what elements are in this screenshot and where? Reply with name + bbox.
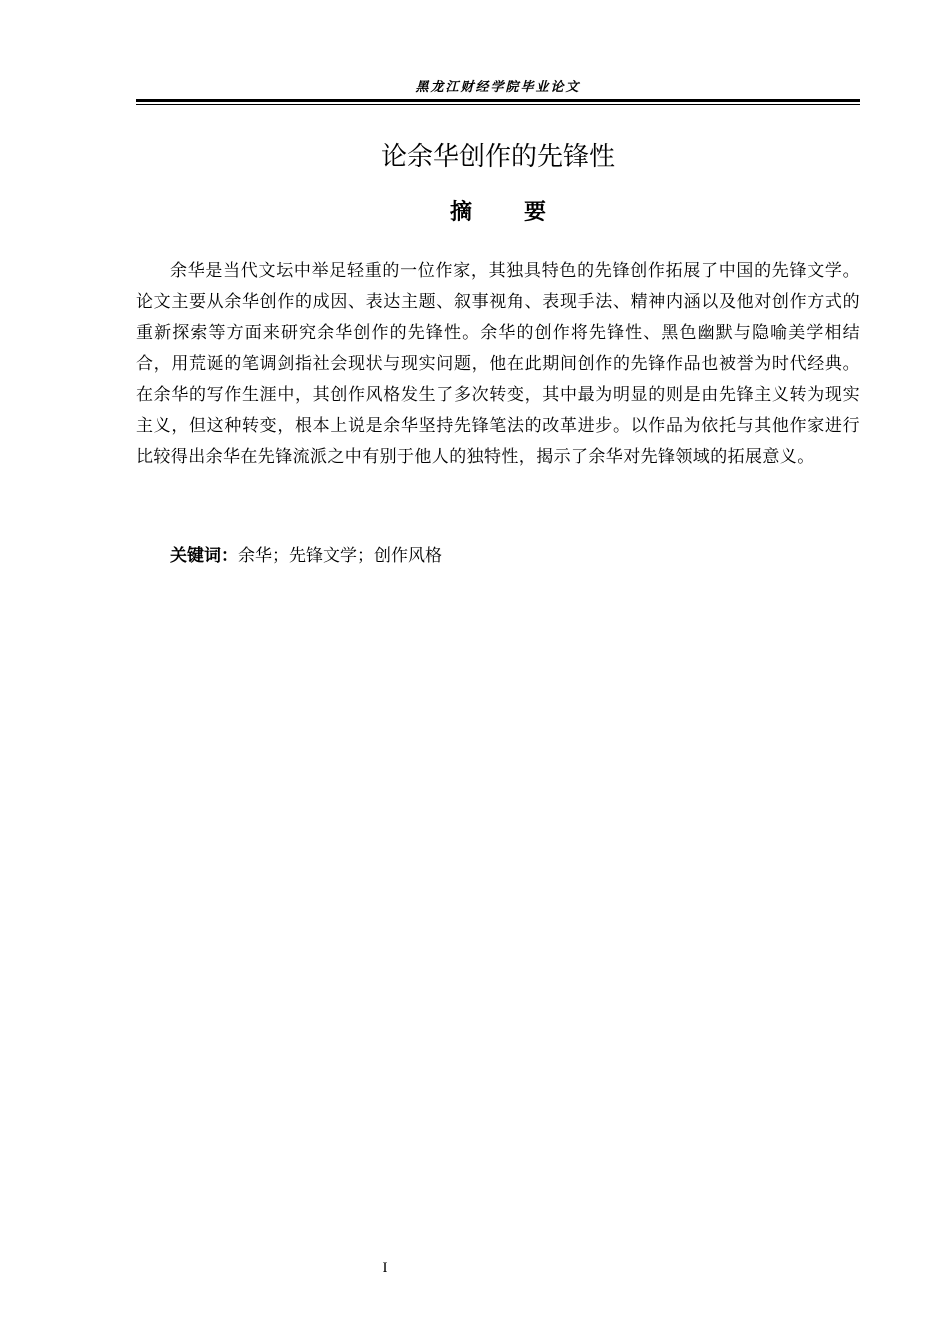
abstract-heading — [136, 198, 860, 228]
running-header: 黑龙江财经学院毕业论文 — [415, 80, 581, 95]
keywords-label: 关键词： — [170, 546, 238, 566]
abstract-body: 余华是当代文坛中举足轻重的一位作家，其独具特色的先锋创作拓展了中国的先锋文学。论文主要从余华创作的成因、表达主题、叙事视角、表现手法、精神内涵以及他对创作方式的重新探索等方面来研究余华创作的先锋性。余华的创作将先锋性、黑色幽默与隐喻美学相结合，用荒诞的笔调剑指社会现状与现实问题，他在此期间创作的先锋作品也被誉为时代经典。在余华的写作生涯中，其创作风格发生了多次转变，其中最为明显的则是由先锋主义转为现实主义，但这种转变，根本上说是余华坚持先锋笔法的改革进步。以作品为依托与其他作家进行比较得出余华在先锋流派之中有别于他人的独特性，揭示了余华对先锋领域的拓展意义。 — [136, 261, 860, 467]
keywords-line — [170, 541, 860, 572]
header-rule-thin — [136, 104, 860, 105]
abstract-heading-char-1: 摘 — [449, 200, 472, 225]
abstract-heading-char-2: 要 — [524, 200, 547, 225]
paper-title: 论余华创作的先锋性 — [380, 142, 615, 172]
page-number: I — [382, 1260, 388, 1276]
header-rule-thick — [136, 99, 860, 102]
keywords-value: 余华；先锋文学；创作风格 — [238, 546, 442, 566]
